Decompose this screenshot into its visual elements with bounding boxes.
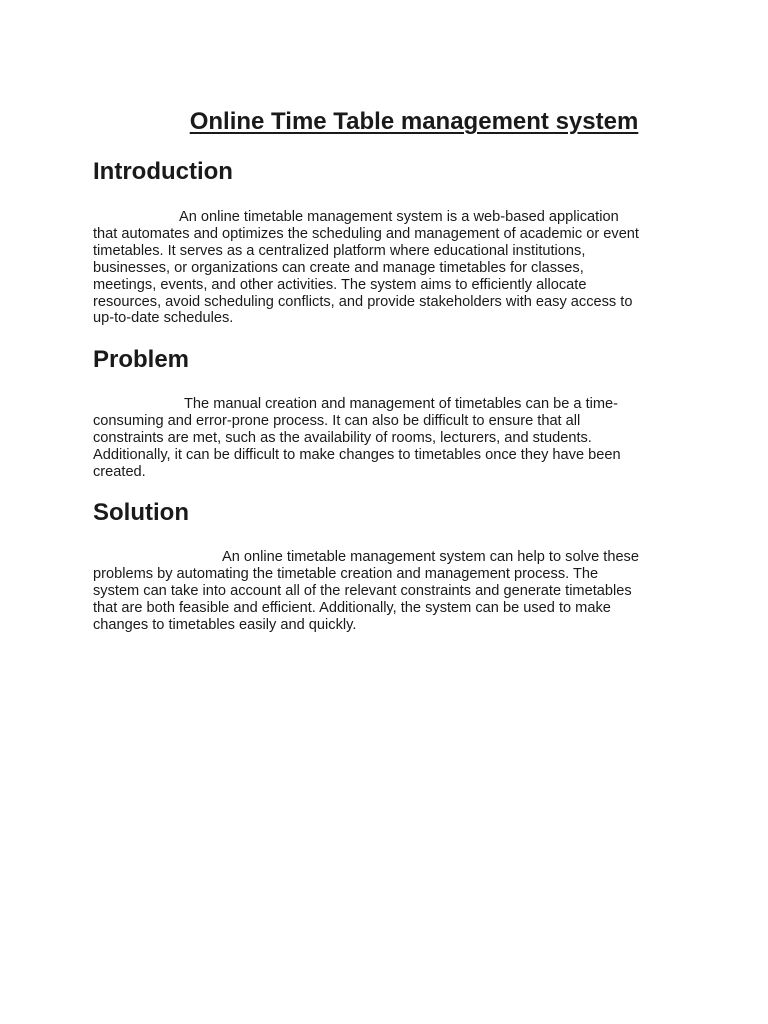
paragraph-line: constraints are met, such as the availability of rooms, lecturers, and students. (93, 429, 592, 446)
section-heading-problem: Problem (93, 346, 190, 373)
paragraph-line: resources, avoid scheduling conflicts, and provide stakeholders with easy access to (93, 293, 633, 310)
document-title: Online Time Table management system (189, 108, 639, 135)
paragraph-line: that are both feasible and efficient. Additionally, the system can be used to make (93, 599, 611, 616)
section-paragraph-problem (93, 396, 683, 481)
section-paragraph-introduction (93, 209, 683, 327)
paragraph-line: consuming and error-prone process. It can also be difficult to ensure that all (93, 412, 581, 429)
paragraph-line: An online timetable management system can help to solve these (222, 549, 639, 565)
section-heading-solution: Solution (93, 499, 189, 526)
section-paragraph-solution (93, 549, 683, 634)
paragraph-line: that automates and optimizes the scheduling and management of academic or event (93, 225, 639, 242)
paragraph-line: changes to timetables easily and quickly. (93, 616, 357, 633)
paragraph-line: businesses, or organizations can create and manage timetables for classes, (93, 259, 584, 276)
paragraph-line: Additionally, it can be difficult to make changes to timetables once they have been (93, 446, 621, 463)
section-heading-introduction: Introduction (93, 158, 233, 185)
paragraph-line: An online timetable management system is a web-based application (179, 209, 619, 225)
paragraph-line: up-to-date schedules. (93, 310, 234, 327)
paragraph-line: timetables. It serves as a centralized platform where educational institutions, (93, 242, 586, 259)
paragraph-line: created. (93, 463, 146, 480)
paragraph-line: meetings, events, and other activities. The system aims to efficiently allocate (93, 276, 587, 293)
paragraph-line: problems by automating the timetable creation and management process. The (93, 565, 599, 582)
paragraph-line: The manual creation and management of timetables can be a time- (184, 396, 619, 412)
paragraph-line: system can take into account all of the relevant constraints and generate timetables (93, 582, 632, 599)
